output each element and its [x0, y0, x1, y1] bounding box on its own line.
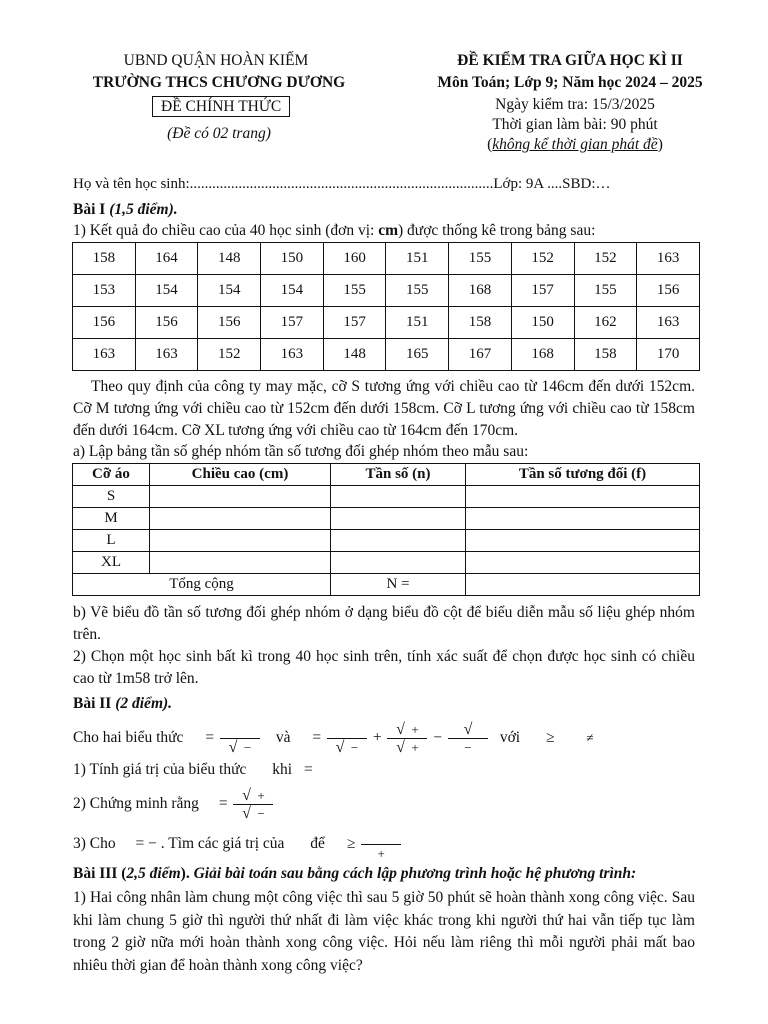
expr-geq: ≥ [545, 729, 555, 746]
frequency-total-row [73, 574, 700, 596]
official-badge [152, 98, 290, 116]
expr-a-fraction [220, 721, 260, 756]
frequency-cell[interactable] [331, 530, 466, 552]
bai1-heading [73, 201, 178, 219]
bai3-q1: 1) Hai công nhân làm chung một công việc thì sau 5 giờ 50 phút sẽ hoàn thành xong công việc. Sau khi làm chung 5 giờ thì người thứ nhất đi làm việc khác trong khi người thứ hai vẫn tiếp tục làm trong 2 giờ nữa mới hoàn thành xong công việc. Hỏi nếu làm riêng thì mỗi người phải mất bao nhiêu thời gian để hoàn thành xong công việc? [73, 889, 695, 974]
bai1-q1-suffix: ) được thống kê trong bảng sau: [398, 222, 596, 239]
height-cell: 154 [261, 275, 324, 307]
bai2-q3-fraction [361, 827, 401, 862]
bai1-qb: b) Vẽ biểu đồ tần số tương đối ghép nhóm ở dạng biểu đồ cột để biểu diễn mẫu số liệu ghép nhóm trên. [73, 604, 695, 643]
subject-line: Môn Toán; Lớp 9; Năm học 2024 – 2025 [437, 74, 703, 91]
height-cell: 154 [135, 275, 198, 307]
frequency-table [72, 463, 700, 596]
expr-b1-numerator [327, 721, 367, 739]
height-range-cell[interactable] [150, 530, 331, 552]
bai2-title: Bài II [73, 695, 112, 712]
height-cell: 151 [386, 243, 449, 275]
frequency-cell[interactable] [331, 486, 466, 508]
height-cell: 156 [73, 307, 136, 339]
expr-and: và [275, 729, 291, 746]
bai1-q1-prefix: 1) Kết quả đo chiều cao của 40 học sinh (đơn vị: [73, 222, 379, 239]
bai2-q3-minus: − [148, 835, 157, 852]
bai2-q2-numerator: √ + [233, 787, 273, 805]
bai2-q3 [73, 826, 403, 862]
heights-row [73, 307, 700, 339]
size-cell: M [73, 508, 150, 530]
size-cell: XL [73, 552, 150, 574]
bai2-q3-de: để [310, 835, 325, 852]
expr-a-denominator: √ − [228, 738, 252, 756]
bai2-q3-prefix: 3) Cho [73, 835, 116, 852]
expr-b3-numerator: √ [448, 721, 488, 739]
height-cell: 156 [135, 307, 198, 339]
height-cell: 162 [574, 307, 637, 339]
bai2-expressions [73, 720, 594, 756]
bai2-heading [73, 695, 172, 713]
bai2-q3-numerator [361, 827, 401, 845]
pages-note: (Đề có 02 trang) [167, 125, 271, 142]
bai2-q1-eq: = [303, 761, 313, 778]
heights-row [73, 243, 700, 275]
frequency-cell[interactable] [331, 508, 466, 530]
height-cell: 164 [135, 243, 198, 275]
size-cell: S [73, 486, 150, 508]
bai3-points: 2,5 điểm [126, 865, 181, 882]
bai1-qa: a) Lập bảng tần số ghép nhóm tần số tương đối ghép nhóm theo mẫu sau: [73, 443, 529, 460]
height-cell: 152 [511, 243, 574, 275]
frequency-row [73, 486, 700, 508]
height-cell: 163 [637, 307, 700, 339]
height-cell: 170 [637, 339, 700, 371]
header-frequency: Tần số (n) [331, 464, 466, 486]
height-cell: 165 [386, 339, 449, 371]
relative-frequency-cell[interactable] [466, 530, 700, 552]
frequency-header-row [73, 464, 700, 486]
height-cell: 158 [574, 339, 637, 371]
total-relative-cell[interactable] [466, 574, 700, 596]
height-cell: 168 [511, 339, 574, 371]
bai2-q1-text: 1) Tính giá trị của biểu thức [73, 761, 247, 778]
height-cell: 148 [198, 243, 261, 275]
bai3-heading: Bài III (2,5 điểm). Giải bài toán sau bằng cách lập phương trình hoặc hệ phương trình: [73, 865, 637, 882]
expr-b-eq: = [312, 729, 322, 746]
exam-duration: Thời gian làm bài: 90 phút [492, 116, 658, 133]
student-info-line: Họ và tên học sinh:.................................................................................Lớp: 9A ....SBD:… [73, 176, 611, 192]
exam-date: Ngày kiểm tra: 15/3/2025 [495, 96, 655, 113]
bai2-q2-text: 2) Chứng minh rằng [73, 795, 199, 812]
height-cell: 160 [323, 243, 386, 275]
frequency-row [73, 552, 700, 574]
bai2-q3-eq: = [135, 835, 145, 852]
duration-note: (không kể thời gian phát đề) [487, 136, 663, 153]
bai2-q2-fraction [233, 787, 273, 822]
height-cell: 155 [386, 275, 449, 307]
expr-b2-denominator: √ + [396, 738, 419, 756]
heights-row [73, 275, 700, 307]
bai3-title: Bài III [73, 865, 118, 882]
duration-note-text: không kể thời gian phát đề [492, 136, 658, 153]
height-cell: 152 [574, 243, 637, 275]
heights-table [72, 242, 700, 371]
height-cell: 157 [323, 307, 386, 339]
bai1-points: (1,5 điểm). [109, 201, 178, 218]
relative-frequency-cell[interactable] [466, 486, 700, 508]
bai2-q3-denominator: + [377, 845, 385, 861]
bai3-instruction: Giải bài toán sau bằng cách lập phương trình hoặc hệ phương trình: [193, 865, 637, 882]
header-relative-frequency: Tần số tương đối (f) [466, 464, 700, 486]
bai1-q1-unit: cm [378, 222, 398, 239]
relative-frequency-cell[interactable] [466, 508, 700, 530]
bai2-q2 [73, 786, 275, 822]
school-name: TRƯỜNG THCS CHƯƠNG DƯƠNG [92, 74, 346, 91]
header-size: Cỡ áo [73, 464, 150, 486]
bai1-title: Bài I [73, 201, 106, 218]
bai2-q2-eq: = [218, 795, 228, 812]
height-cell: 158 [73, 243, 136, 275]
height-cell: 150 [261, 243, 324, 275]
expr-b2-numerator: √ + [387, 721, 427, 739]
bai2-q1 [73, 761, 313, 779]
height-cell: 156 [198, 307, 261, 339]
height-range-cell[interactable] [150, 508, 331, 530]
expr-b3-denominator: − [464, 739, 472, 755]
size-cell: L [73, 530, 150, 552]
height-cell: 168 [449, 275, 512, 307]
frequency-cell[interactable] [331, 552, 466, 574]
expr-with: với [499, 729, 521, 746]
official-label: ĐỀ CHÍNH THỨC [152, 96, 290, 117]
expr-b-fraction-3 [448, 721, 488, 756]
bai1-q2: 2) Chọn một học sinh bất kì trong 40 học sinh trên, tính xác suất để chọn được học sinh có chiều cao từ 1m58 trở lên. [73, 648, 695, 687]
bai1-q1 [73, 222, 595, 240]
expr-b1-denominator: √ − [335, 738, 359, 756]
heights-table-body [73, 243, 700, 371]
height-cell: 150 [511, 307, 574, 339]
expr-b-minus: − [433, 729, 443, 746]
height-range-cell[interactable] [150, 552, 331, 574]
height-cell: 163 [73, 339, 136, 371]
height-cell: 157 [511, 275, 574, 307]
bai2-q2-denominator: √ − [242, 804, 265, 822]
expr-b-fraction-2 [387, 721, 427, 756]
total-label: Tổng cộng [73, 574, 331, 596]
relative-frequency-cell[interactable] [466, 552, 700, 574]
district-name: UBND QUẬN HOÀN KIẾM [123, 52, 309, 69]
total-n-cell[interactable]: N = [331, 574, 466, 596]
bai2-points: (2 điểm). [115, 695, 173, 712]
height-cell: 152 [198, 339, 261, 371]
height-cell: 148 [323, 339, 386, 371]
heights-row [73, 339, 700, 371]
bai2-q1-when: khi [272, 761, 293, 778]
expr-b-fraction-1 [327, 721, 367, 756]
height-cell: 167 [449, 339, 512, 371]
height-cell: 163 [261, 339, 324, 371]
height-cell: 163 [135, 339, 198, 371]
expr-a-eq: = [205, 729, 215, 746]
height-cell: 154 [198, 275, 261, 307]
size-rule-paragraph: Theo quy định của công ty may mặc, cỡ S tương ứng với chiều cao từ 146cm đến dưới 152cm. Cỡ M tương ứng với chiều cao từ 152cm đến dưới 158cm. Cỡ L tương ứng với chiều cao từ 158cm đến dưới 164cm. Cỡ XL tương ứng với chiều cao từ 164cm đến 170cm. [73, 378, 695, 439]
bai2-q3-mid: . Tìm các giá trị của [160, 835, 285, 852]
height-cell: 155 [449, 243, 512, 275]
height-cell: 155 [574, 275, 637, 307]
frequency-row [73, 530, 700, 552]
height-cell: 153 [73, 275, 136, 307]
height-cell: 157 [261, 307, 324, 339]
height-cell: 155 [323, 275, 386, 307]
height-cell: 156 [637, 275, 700, 307]
expr-b-plus: + [372, 729, 382, 746]
height-cell: 163 [637, 243, 700, 275]
height-range-cell[interactable] [150, 486, 331, 508]
expr-neq: ≠ [586, 730, 594, 745]
bai2-intro: Cho hai biểu thức [73, 729, 184, 746]
height-cell: 151 [386, 307, 449, 339]
expr-a-numerator [220, 721, 260, 739]
frequency-table-body [73, 486, 700, 596]
bai2-q3-geq: ≥ [346, 835, 356, 852]
height-cell: 158 [449, 307, 512, 339]
header-height: Chiều cao (cm) [150, 464, 331, 486]
exam-title: ĐỀ KIỂM TRA GIỮA HỌC KÌ II [457, 52, 683, 69]
frequency-row [73, 508, 700, 530]
